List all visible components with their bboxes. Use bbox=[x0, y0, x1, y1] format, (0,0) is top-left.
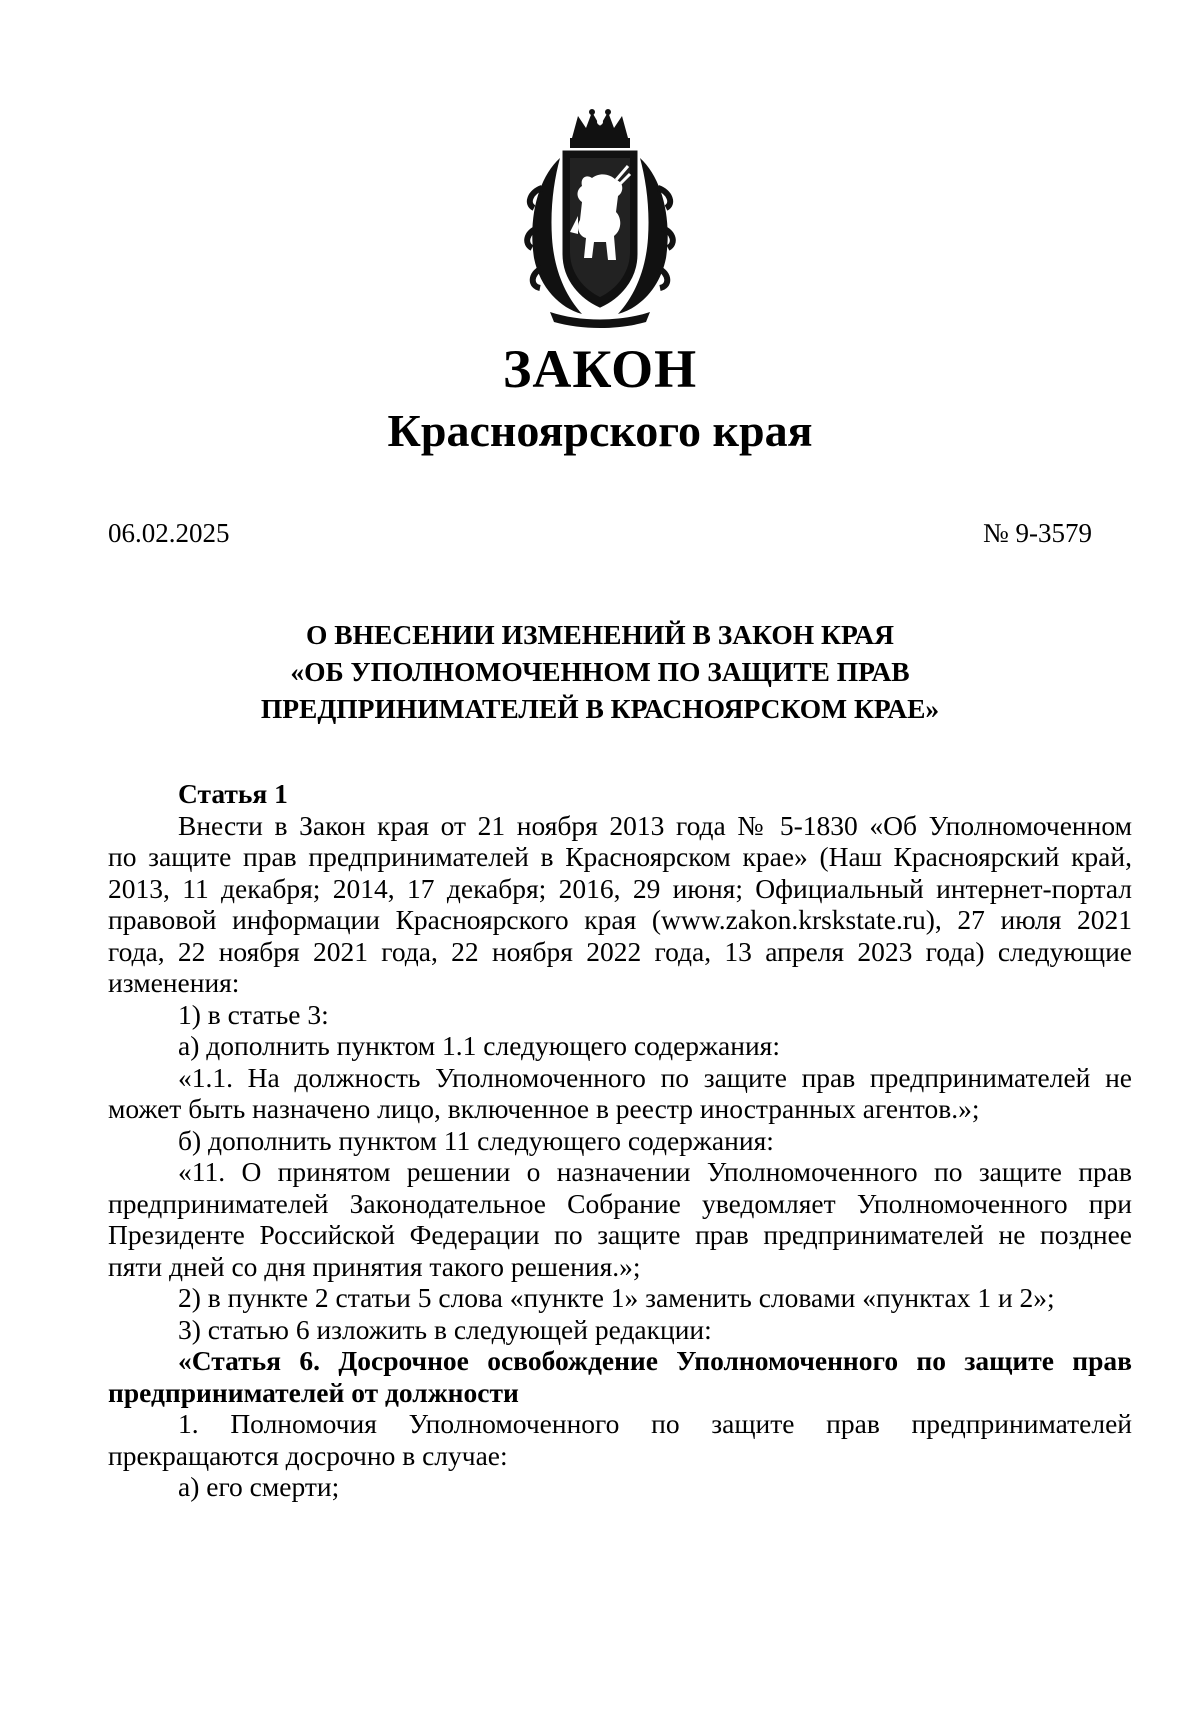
body-line: по защите прав предпринимателей в Красноярском крае» (Наш Красноярский край, bbox=[108, 841, 1132, 872]
document-title: ЗАКОН bbox=[502, 339, 698, 399]
body-line: «1.1. На должность Уполномоченного по защите прав предпринимателей не bbox=[178, 1061, 1132, 1093]
law-heading bbox=[108, 616, 1092, 727]
body-line: предпринимателей Законодательное Собрание уведомляет Уполномоченного при bbox=[108, 1187, 1132, 1219]
body-line: «Статья 6. Досрочное освобождение Уполномоченного по защите прав bbox=[178, 1345, 1132, 1376]
body-line: Президенте Российской Федерации по защите прав предпринимателей не позднее bbox=[108, 1219, 1132, 1250]
body-line: изменения: bbox=[108, 967, 240, 998]
body-line: пяти дней со дня принятия такого решения.»; bbox=[108, 1250, 641, 1282]
body-line: 3) статью 6 изложить в следующей редакции: bbox=[178, 1313, 712, 1345]
coat-of-arms-icon bbox=[520, 108, 680, 330]
body-line: а) дополнить пунктом 1.1 следующего содержания: bbox=[178, 1030, 780, 1061]
body-line: 1) в статье 3: bbox=[178, 998, 329, 1030]
heading-line: «ОБ УПОЛНОМОЧЕННОМ ПО ЗАЩИТЕ ПРАВ bbox=[290, 656, 910, 687]
body-line: года, 22 ноября 2021 года, 22 ноября 2022 года, 13 апреля 2023 года) следующие bbox=[108, 935, 1132, 967]
heading-line: ПРЕДПРИНИМАТЕЛЕЙ В КРАСНОЯРСКОМ КРАЕ» bbox=[260, 693, 940, 724]
law-body bbox=[108, 778, 1132, 1503]
body-line: 2013, 11 декабря; 2014, 17 декабря; 2016, 29 июня; Официальный интернет-портал bbox=[108, 872, 1132, 904]
body-line: предпринимателей от должности bbox=[108, 1376, 519, 1408]
body-line: правовой информации Красноярского края (www.zakon.krskstate.ru), 27 июля 2021 bbox=[108, 904, 1132, 935]
body-line: Внести в Закон края от 21 ноября 2013 года № 5-1830 «Об Уполномоченном bbox=[178, 809, 1132, 841]
heading-line: О ВНЕСЕНИИ ИЗМЕНЕНИЙ В ЗАКОН КРАЯ bbox=[305, 619, 894, 650]
body-line: может быть назначено лицо, включенное в реестр иностранных агентов.»; bbox=[108, 1093, 980, 1124]
document-subtitle: Красноярского края bbox=[387, 405, 813, 456]
body-line: а) его смерти; bbox=[178, 1471, 340, 1502]
body-line: 2) в пункте 2 статьи 5 слова «пункте 1» заменить словами «пунктах 1 и 2»; bbox=[178, 1282, 1055, 1313]
article-title: Статья 1 bbox=[178, 778, 288, 809]
document-number: № 9-3579 bbox=[982, 518, 1092, 548]
body-line: б) дополнить пунктом 11 следующего содержания: bbox=[178, 1124, 774, 1156]
body-line: прекращаются досрочно в случае: bbox=[108, 1439, 508, 1471]
body-line: «11. О принятом решении о назначении Уполномоченного по защите прав bbox=[178, 1156, 1132, 1187]
document-date: 06.02.2025 bbox=[108, 518, 230, 548]
body-line: 1. Полномочия Уполномоченного по защите прав предпринимателей bbox=[178, 1408, 1132, 1439]
